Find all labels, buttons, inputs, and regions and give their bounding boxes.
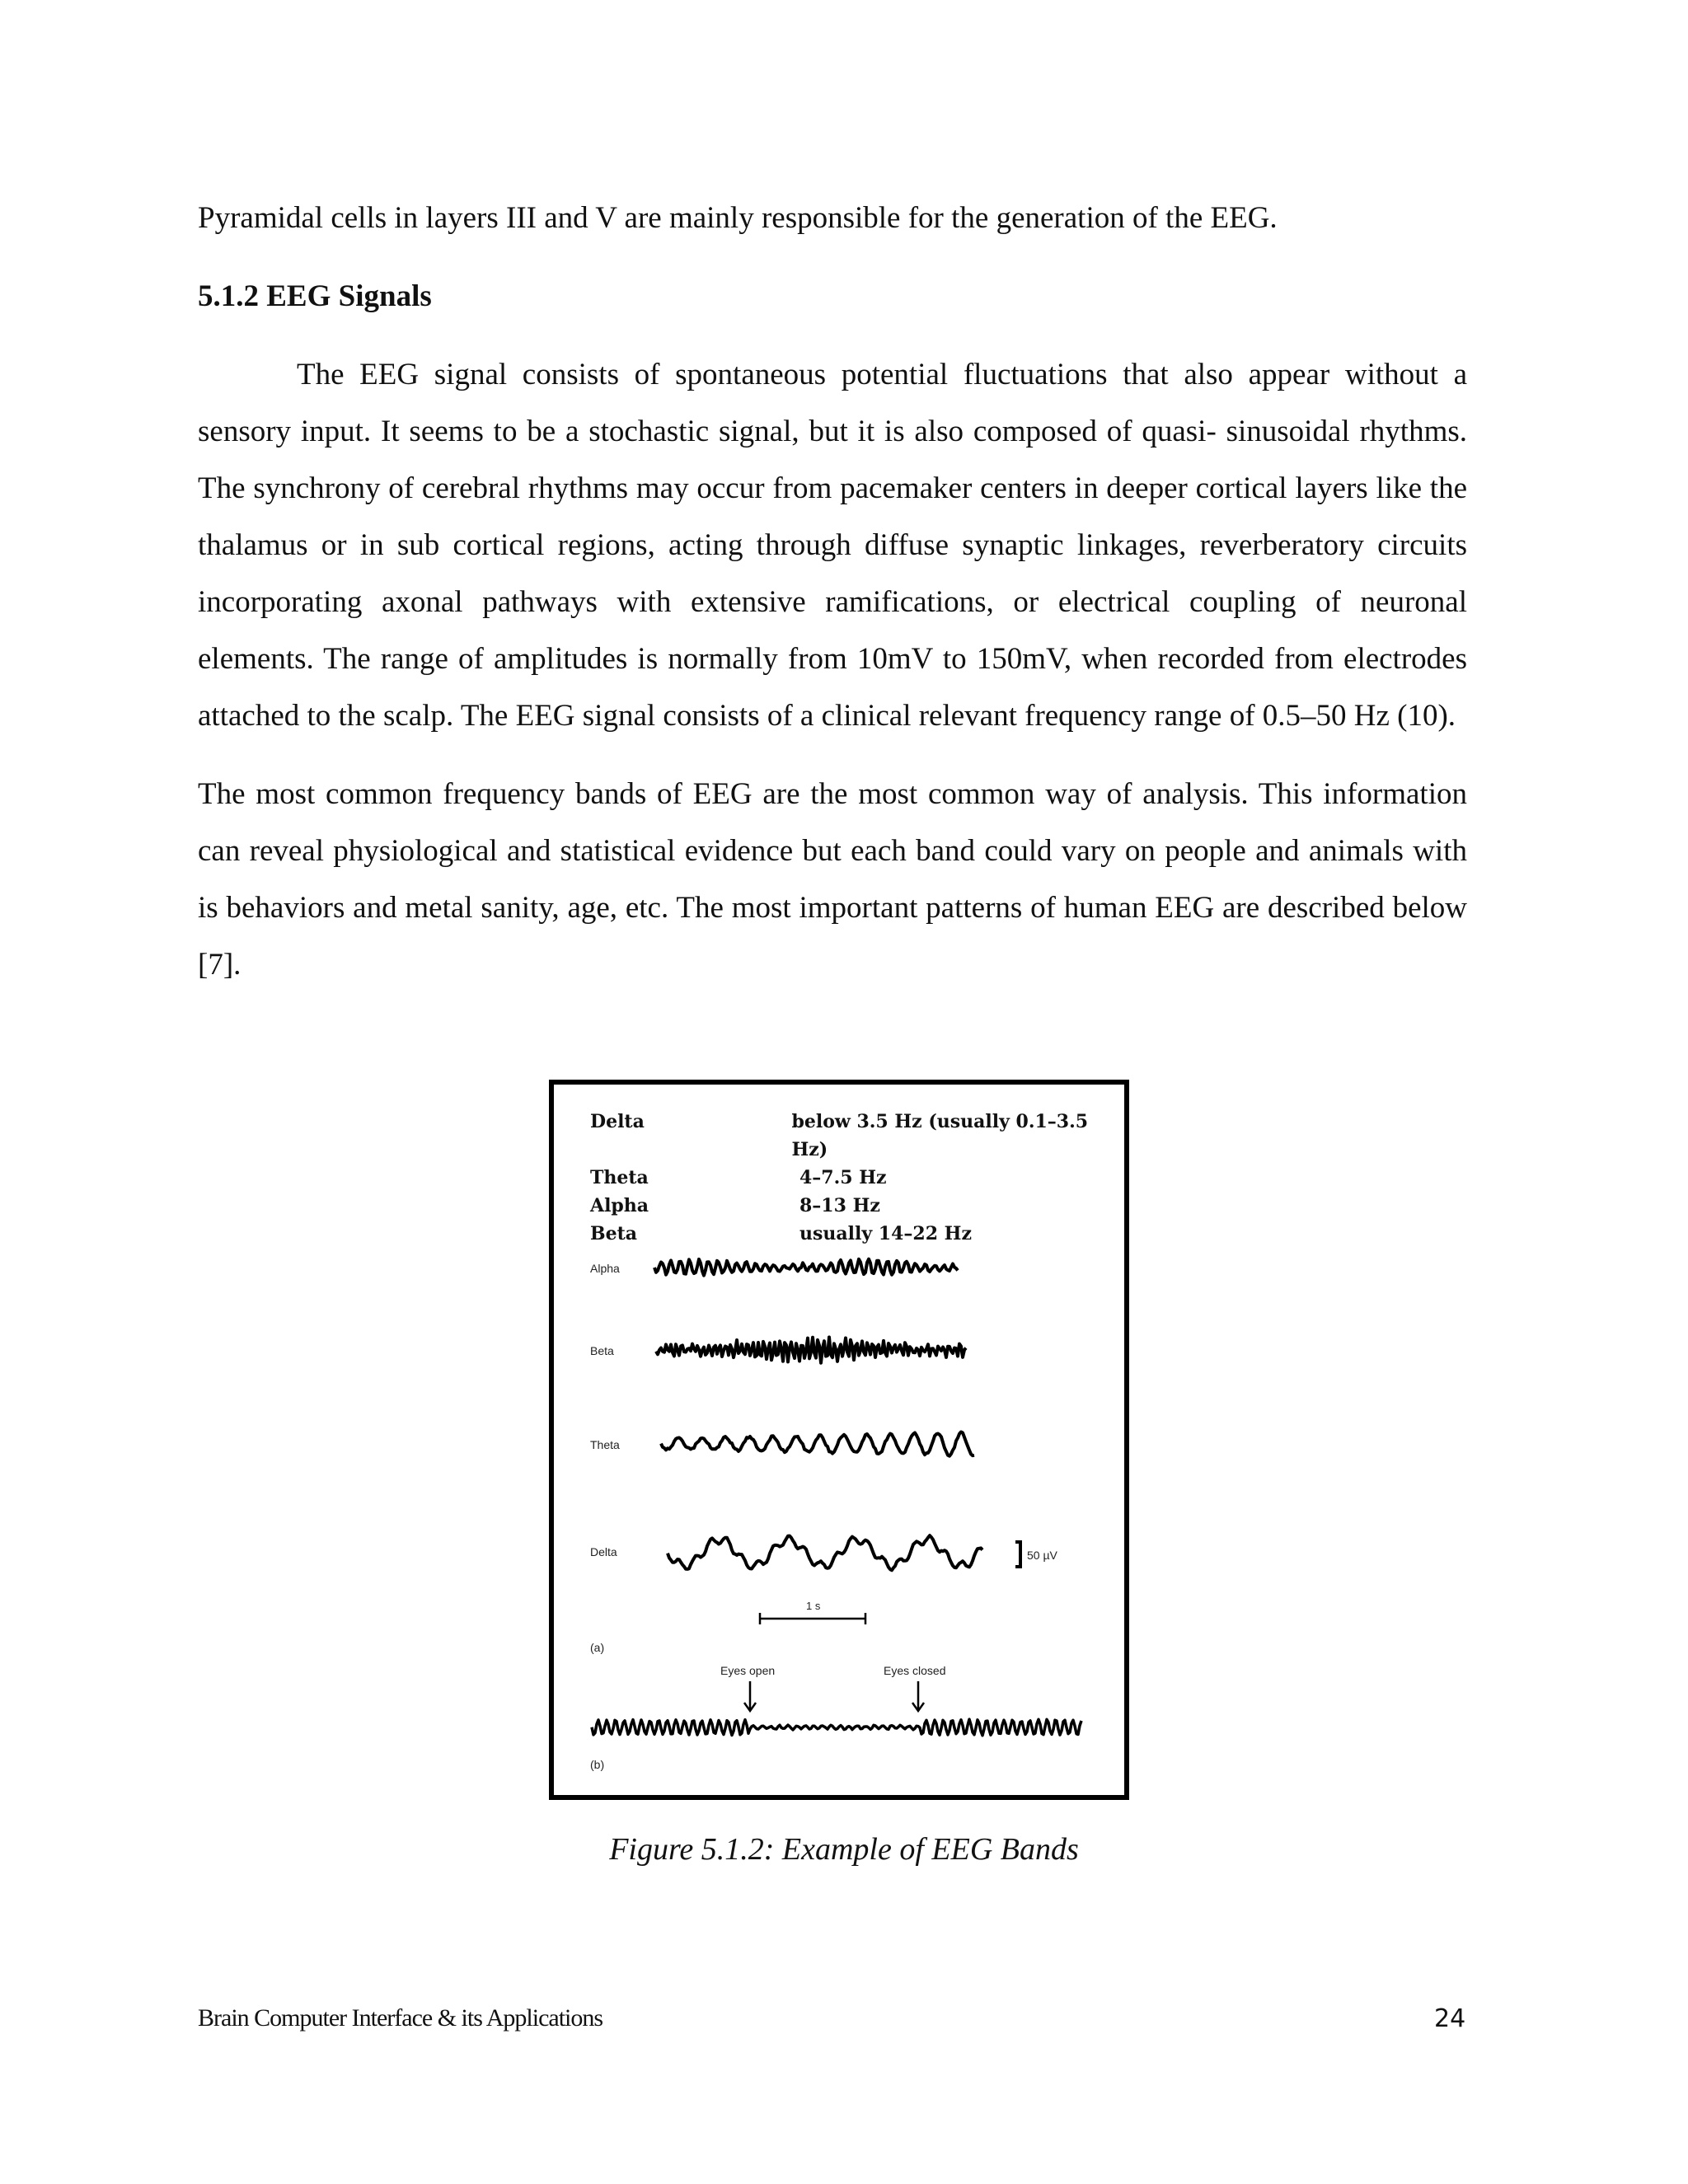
page-number: 24 bbox=[1434, 2004, 1466, 2033]
band-range: usually 14–22 Hz bbox=[799, 1223, 972, 1244]
panel-b-label: (b) bbox=[590, 1758, 605, 1771]
band-name: Delta bbox=[590, 1111, 645, 1132]
section-heading: 5.1.2 EEG Signals bbox=[198, 279, 432, 313]
eeg-traces bbox=[554, 1085, 1124, 1795]
eeg-figure bbox=[549, 1080, 1129, 1800]
alpha-trace bbox=[654, 1259, 958, 1276]
amplitude-scale-bracket bbox=[1015, 1542, 1020, 1567]
page-body bbox=[198, 190, 1467, 1018]
band-name: Alpha bbox=[590, 1195, 649, 1216]
trace-label-theta: Theta bbox=[590, 1438, 620, 1451]
eyes-trace bbox=[592, 1719, 1081, 1736]
intro-line: Pyramidal cells in layers III and V are mainly responsible for the generation of the EEG. bbox=[198, 201, 1278, 235]
band-range: 8–13 Hz bbox=[799, 1195, 880, 1216]
amplitude-scale-label: 50 µV bbox=[1027, 1549, 1057, 1562]
time-scale-bar bbox=[760, 1613, 865, 1624]
eyes-closed-arrow bbox=[912, 1681, 924, 1711]
eyes-open-label: Eyes open bbox=[720, 1664, 776, 1677]
band-range: 4–7.5 Hz bbox=[799, 1167, 887, 1188]
trace-label-alpha: Alpha bbox=[590, 1262, 620, 1275]
figure-caption: Figure 5.1.2: Example of EEG Bands bbox=[609, 1832, 1079, 1867]
paragraph-1: The EEG signal consists of spontaneous potential fluctuations that also appear without a sensory input. It seems to be a stochastic signal, but it is also composed of quasi- sinusoidal rhythms. The synchrony of cerebral rhythms may occur from pacemaker centers in deeper cortical layers like the thalamus or in sub cortical regions, acting through diffuse synaptic linkages, reverberatory circuits incorporating axonal pathways with extensive ramifications, or electrical coupling of neuronal elements. The range of amplitudes is normally from 10mV to 150mV, when recorded from electrodes attached to the scalp. The EEG signal consists of a clinical relevant frequency range of 0.5–50 Hz (10). bbox=[198, 358, 1467, 733]
trace-label-beta: Beta bbox=[590, 1344, 614, 1357]
eyes-open-arrow bbox=[744, 1681, 756, 1711]
theta-trace bbox=[661, 1432, 974, 1456]
delta-trace bbox=[668, 1535, 982, 1570]
band-name: Beta bbox=[590, 1223, 638, 1244]
trace-label-delta: Delta bbox=[590, 1545, 617, 1558]
eyes-closed-label: Eyes closed bbox=[884, 1664, 946, 1677]
paragraph-2: The most common frequency bands of EEG are the most common way of analysis. This information can reveal physiological and statistical evidence but each band could vary on people and animals with is behaviors and metal sanity, age, etc. The most important patterns of human EEG are described below [7]. bbox=[198, 777, 1467, 982]
beta-trace bbox=[656, 1338, 966, 1363]
band-name: Theta bbox=[590, 1167, 649, 1188]
time-scale-label: 1 s bbox=[806, 1600, 821, 1612]
footer-title: Brain Computer Interface & its Applications bbox=[198, 2004, 603, 2032]
panel-a-label: (a) bbox=[590, 1641, 605, 1654]
band-range: below 3.5 Hz (usually 0.1–3.5 Hz) bbox=[791, 1111, 1089, 1160]
